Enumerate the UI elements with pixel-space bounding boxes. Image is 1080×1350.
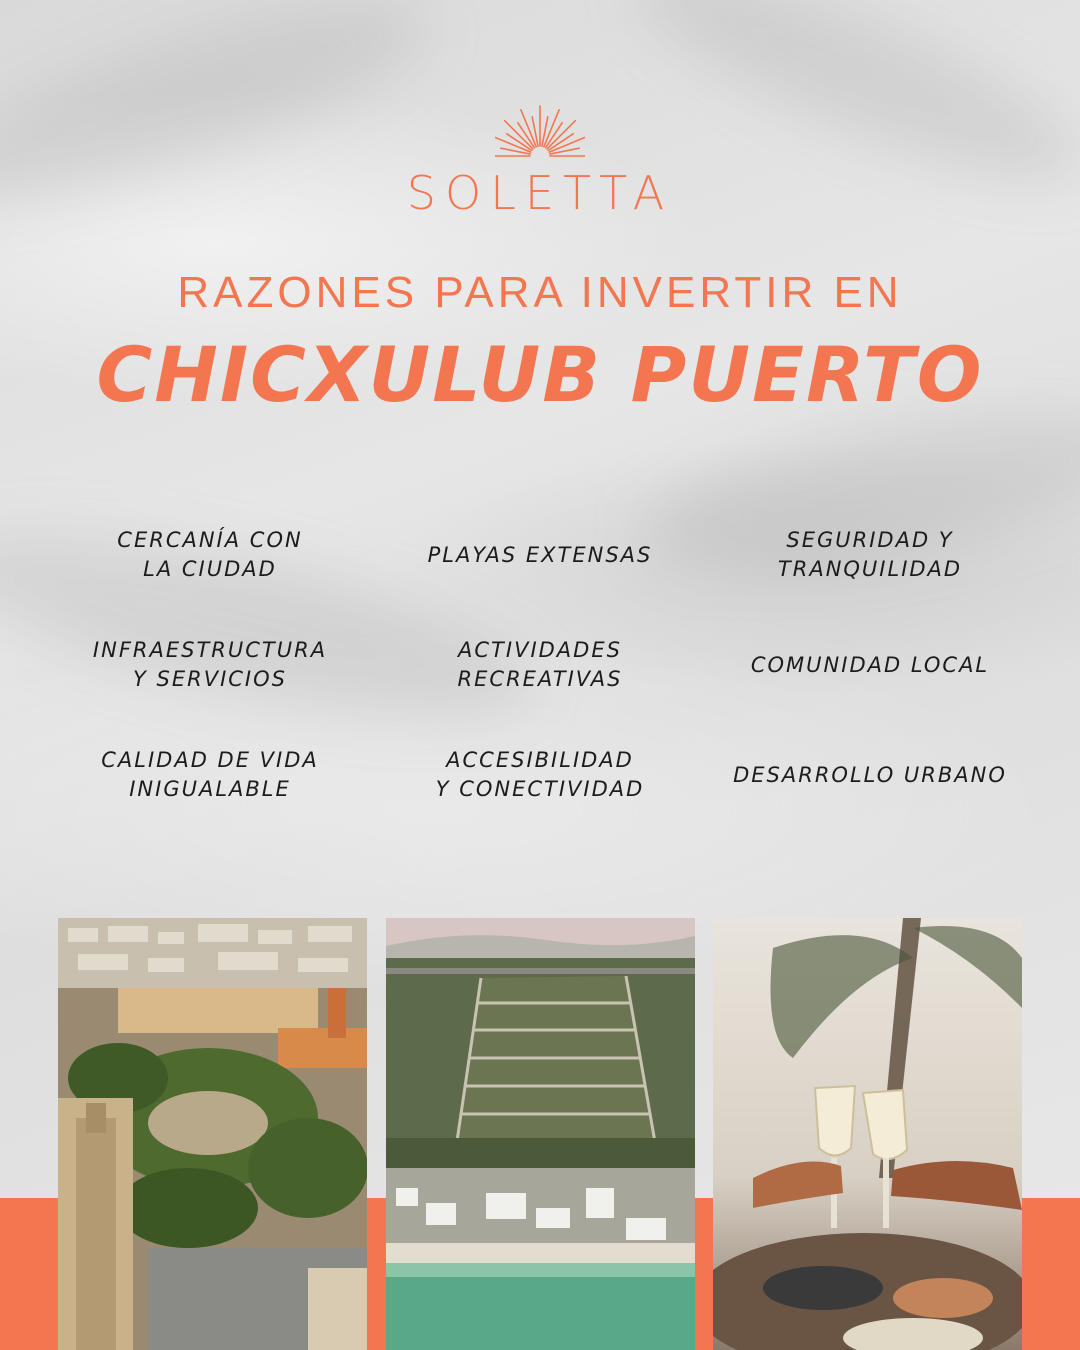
- reason-item: ACCESIBILIDAD Y CONECTIVIDAD: [435, 748, 645, 801]
- sun-ray: [532, 117, 538, 146]
- sun-icon: [495, 100, 585, 158]
- sun-ray: [550, 148, 579, 154]
- reason-item: SEGURIDAD Y TRANQUILIDAD: [777, 528, 963, 581]
- reason-item: INFRAESTRUCTURA Y SERVICIOS: [92, 638, 328, 691]
- reason-item: ACTIVIDADES RECREATIVAS: [457, 638, 623, 691]
- sun-ray: [501, 148, 530, 154]
- sun-ray: [542, 117, 548, 146]
- reason-item: CERCANÍA CON LA CIUDAD: [117, 528, 303, 581]
- champagne-toast-photo: [713, 918, 1022, 1350]
- brand-logo: [0, 100, 1080, 220]
- reason-item: COMUNIDAD LOCAL: [750, 652, 990, 677]
- beach-lots-aerial-photo: [386, 918, 695, 1350]
- reason-item: CALIDAD DE VIDA INIGUALABLE: [101, 748, 319, 801]
- reasons-grid: [45, 500, 1035, 830]
- reason-item: DESARROLLO URBANO: [733, 762, 1007, 787]
- reason-item: PLAYAS EXTENSAS: [427, 542, 653, 567]
- page-title: CHICXULUB PUERTO: [96, 330, 984, 419]
- city-aerial-photo: [58, 918, 367, 1350]
- page-subtitle: RAZONES PARA INVERTIR EN: [177, 268, 903, 317]
- brand-wordmark: SOLETTA: [406, 166, 674, 220]
